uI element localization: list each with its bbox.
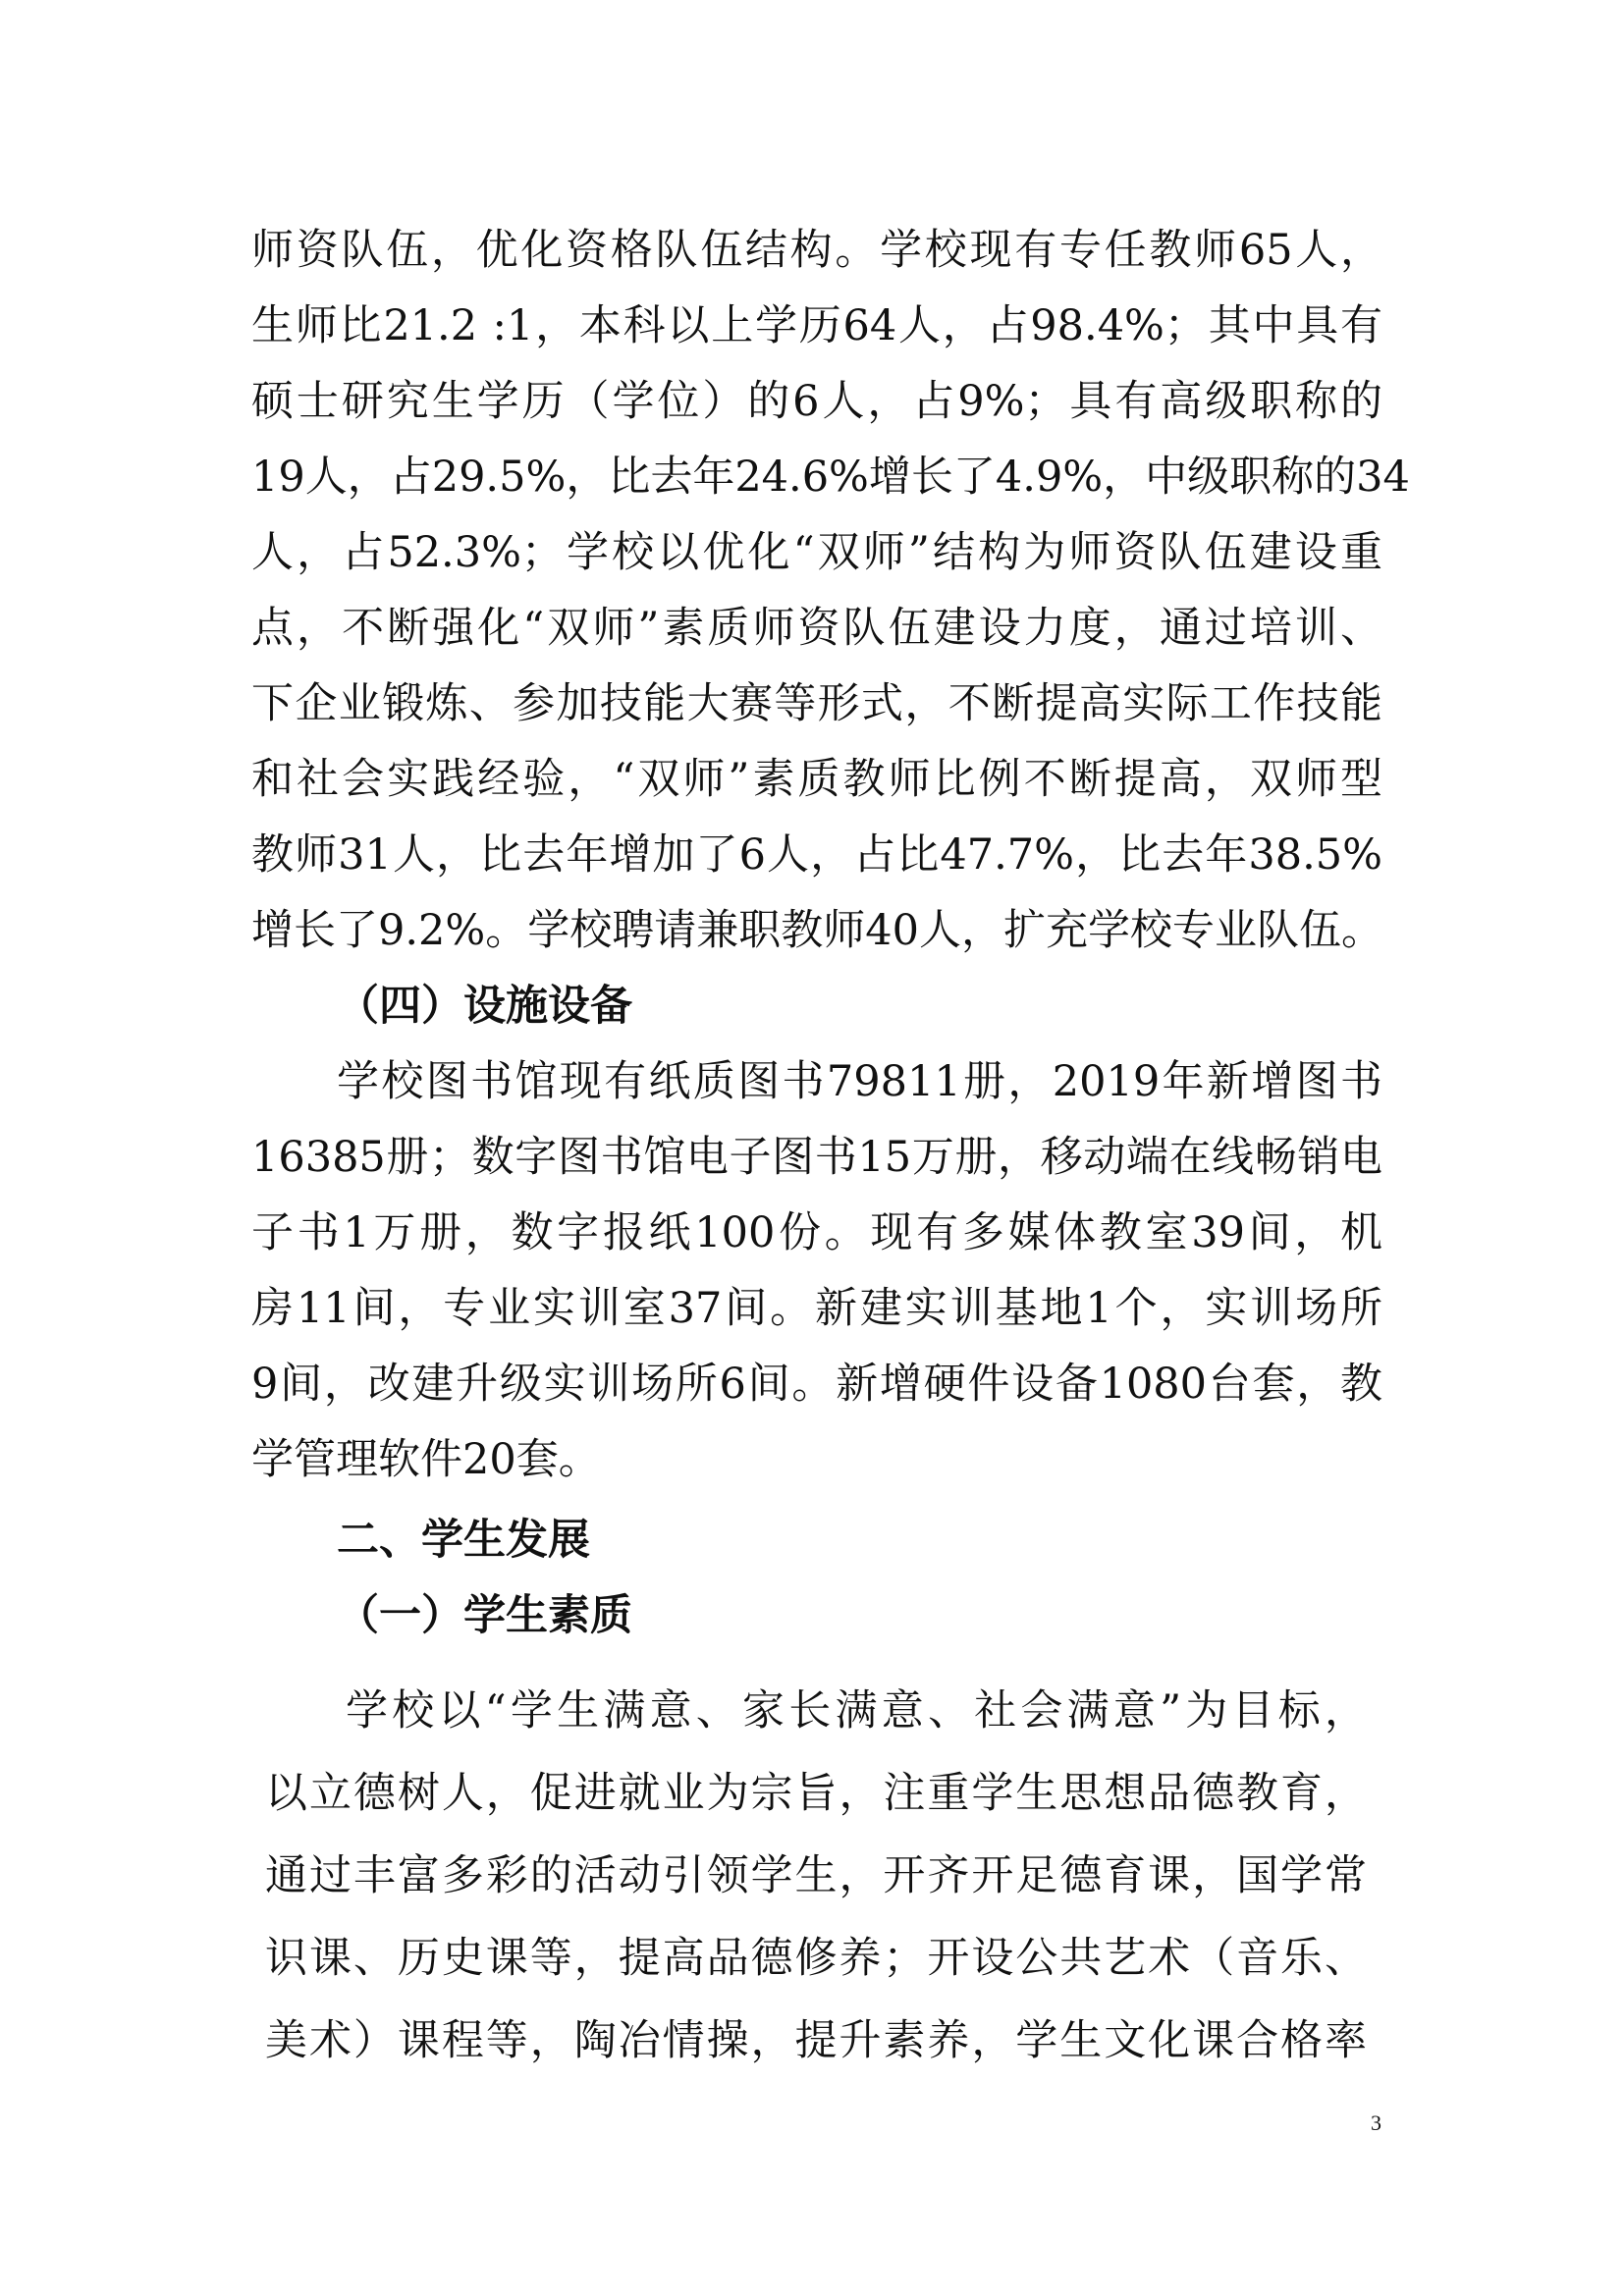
text-line: 和社会实践经验，“双师”素质教师比例不断提高，双师型 <box>251 755 1382 804</box>
text-line: 学校以“学生满意、家长满意、社会满意”为目标， <box>346 1686 1367 1735</box>
text-line: 19人，占29.5%，比去年24.6%增长了4.9%，中级职称的34 <box>251 453 1410 502</box>
text-line: 生师比21.2 :1，本科以上学历64人，占98.4%；其中具有 <box>251 301 1382 350</box>
text-line: 子书1万册，数字报纸100份。现有多媒体教室39间，机 <box>251 1208 1382 1257</box>
text-line: 16385册；数字图书馆电子图书15万册，移动端在线畅销电 <box>251 1133 1382 1182</box>
text-line: 以立德树人，促进就业为宗旨，注重学生思想品德教育， <box>265 1769 1367 1818</box>
text-line: 人，占52.3%；学校以优化“双师”结构为师资队伍建设重 <box>251 528 1382 577</box>
text-line: 师资队伍，优化资格队伍结构。学校现有专任教师65人， <box>251 226 1382 275</box>
heading-student-development: 二、学生发展 <box>337 1516 590 1565</box>
text-line: 学管理软件20套。 <box>251 1435 601 1484</box>
text-line: 下企业锻炼、参加技能大赛等形式，不断提高实际工作技能 <box>251 679 1382 728</box>
text-line: 房11间，专业实训室37间。新建实训基地1个，实训场所 <box>251 1284 1382 1333</box>
heading-facilities: （四）设施设备 <box>337 982 632 1031</box>
text-line: 通过丰富多彩的活动引领学生，开齐开足德育课，国学常 <box>265 1851 1367 1900</box>
text-line: 增长了9.2%。学校聘请兼职教师40人，扩充学校专业队伍。 <box>251 906 1383 955</box>
text-line: 识课、历史课等，提高品德修养；开设公共艺术（音乐、 <box>265 1934 1367 1983</box>
text-line: 9间，改建升级实训场所6间。新增硬件设备1080台套，教 <box>251 1360 1382 1409</box>
text-line: 学校图书馆现有纸质图书79811册，2019年新增图书 <box>337 1057 1382 1106</box>
page-number: 3 <box>1371 2110 1381 2135</box>
text-line: 点，不断强化“双师”素质师资队伍建设力度，通过培训、 <box>251 604 1382 653</box>
heading-student-quality: （一）学生素质 <box>337 1591 632 1640</box>
text-line: 硕士研究生学历（学位）的6人，占9%；具有高级职称的 <box>251 377 1382 426</box>
text-line: 教师31人，比去年增加了6人，占比47.7%，比去年38.5% <box>251 830 1382 880</box>
text-line: 美术）课程等，陶冶情操，提升素养，学生文化课合格率 <box>265 2016 1367 2065</box>
